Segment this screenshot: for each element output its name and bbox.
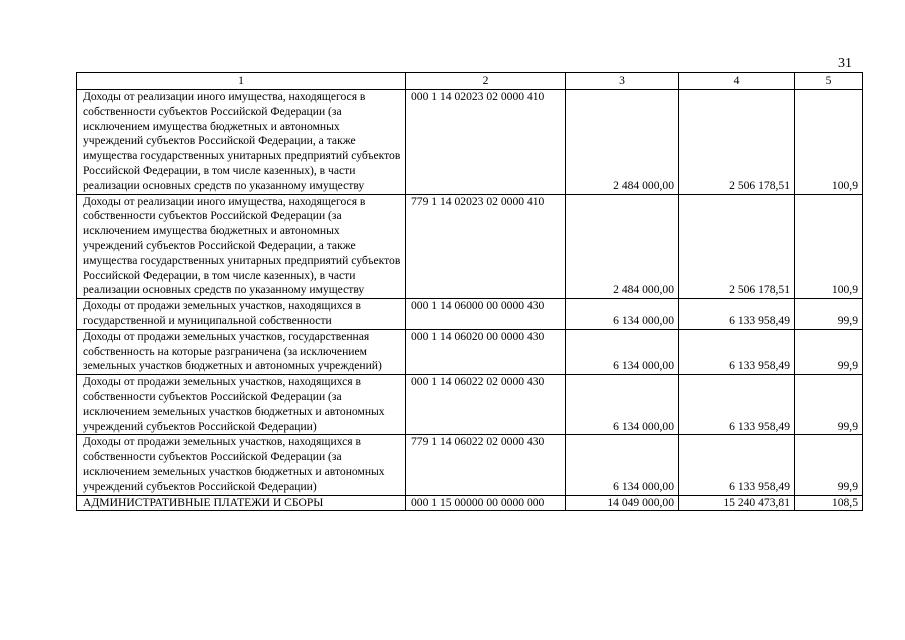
row-code: 000 1 14 06020 00 0000 430	[406, 329, 566, 374]
row-percent: 100,9	[795, 90, 863, 195]
row-description: АДМИНИСТРАТИВНЫЕ ПЛАТЕЖИ И СБОРЫ	[77, 495, 406, 511]
row-code: 000 1 14 06000 00 0000 430	[406, 299, 566, 330]
table-row	[77, 375, 863, 435]
row-description: Доходы от реализации иного имущества, находящегося в собственности субъектов Российской Федерации (за исключением имущества бюджетных и автономных учреждений субъектов Российской Федерации, а также имущества государственных унитарных предприятий субъектов Российской Федерации, в том числе казенных), в части реализации основных средств по указанному имуществу	[77, 90, 406, 195]
row-code: 000 1 15 00000 00 0000 000	[406, 495, 566, 511]
row-percent: 99,9	[795, 299, 863, 330]
table-row	[77, 435, 863, 495]
column-header: 2	[406, 73, 566, 90]
table-row	[77, 299, 863, 330]
row-code: 779 1 14 02023 02 0000 410	[406, 194, 566, 299]
column-header: 1	[77, 73, 406, 90]
row-code: 000 1 14 02023 02 0000 410	[406, 90, 566, 195]
row-plan: 2 484 000,00	[566, 194, 679, 299]
row-description: Доходы от продажи земельных участков, находящихся в собственности субъектов Российской Федерации (за исключением земельных участков бюджетных и автономных учреждений субъектов Российской Федерации)	[77, 435, 406, 495]
column-header: 3	[566, 73, 679, 90]
row-description: Доходы от продажи земельных участков, государственная собственность на которые разграничена (за исключением земельных участков бюджетных и автономных учреждений)	[77, 329, 406, 374]
row-actual: 2 506 178,51	[679, 90, 795, 195]
column-header: 4	[679, 73, 795, 90]
column-header: 5	[795, 73, 863, 90]
row-description: Доходы от реализации иного имущества, находящегося в собственности субъектов Российской Федерации (за исключением имущества бюджетных и автономных учреждений субъектов Российской Федерации, а также имущества государственных унитарных предприятий субъектов Российской Федерации, в том числе казенных), в части реализации основных средств по указанному имуществу	[77, 194, 406, 299]
row-code: 000 1 14 06022 02 0000 430	[406, 375, 566, 435]
row-percent: 100,9	[795, 194, 863, 299]
table-row	[77, 194, 863, 299]
row-description: Доходы от продажи земельных участков, находящихся в собственности субъектов Российской Федерации (за исключением земельных участков бюджетных и автономных учреждений субъектов Российской Федерации)	[77, 375, 406, 435]
revenue-table	[76, 72, 863, 511]
page-number: 31	[838, 56, 852, 71]
row-plan: 14 049 000,00	[566, 495, 679, 511]
row-actual: 6 133 958,49	[679, 435, 795, 495]
row-percent: 108,5	[795, 495, 863, 511]
row-actual: 6 133 958,49	[679, 375, 795, 435]
row-actual: 2 506 178,51	[679, 194, 795, 299]
row-description: Доходы от продажи земельных участков, находящихся в государственной и муниципальной собственности	[77, 299, 406, 330]
row-plan: 6 134 000,00	[566, 435, 679, 495]
row-actual: 6 133 958,49	[679, 299, 795, 330]
row-code: 779 1 14 06022 02 0000 430	[406, 435, 566, 495]
row-plan: 2 484 000,00	[566, 90, 679, 195]
row-actual: 6 133 958,49	[679, 329, 795, 374]
row-plan: 6 134 000,00	[566, 375, 679, 435]
row-actual: 15 240 473,81	[679, 495, 795, 511]
column-number-row	[77, 73, 863, 90]
table-row	[77, 495, 863, 511]
row-percent: 99,9	[795, 375, 863, 435]
row-plan: 6 134 000,00	[566, 299, 679, 330]
table-row	[77, 90, 863, 195]
row-percent: 99,9	[795, 329, 863, 374]
table-row	[77, 329, 863, 374]
row-percent: 99,9	[795, 435, 863, 495]
row-plan: 6 134 000,00	[566, 329, 679, 374]
